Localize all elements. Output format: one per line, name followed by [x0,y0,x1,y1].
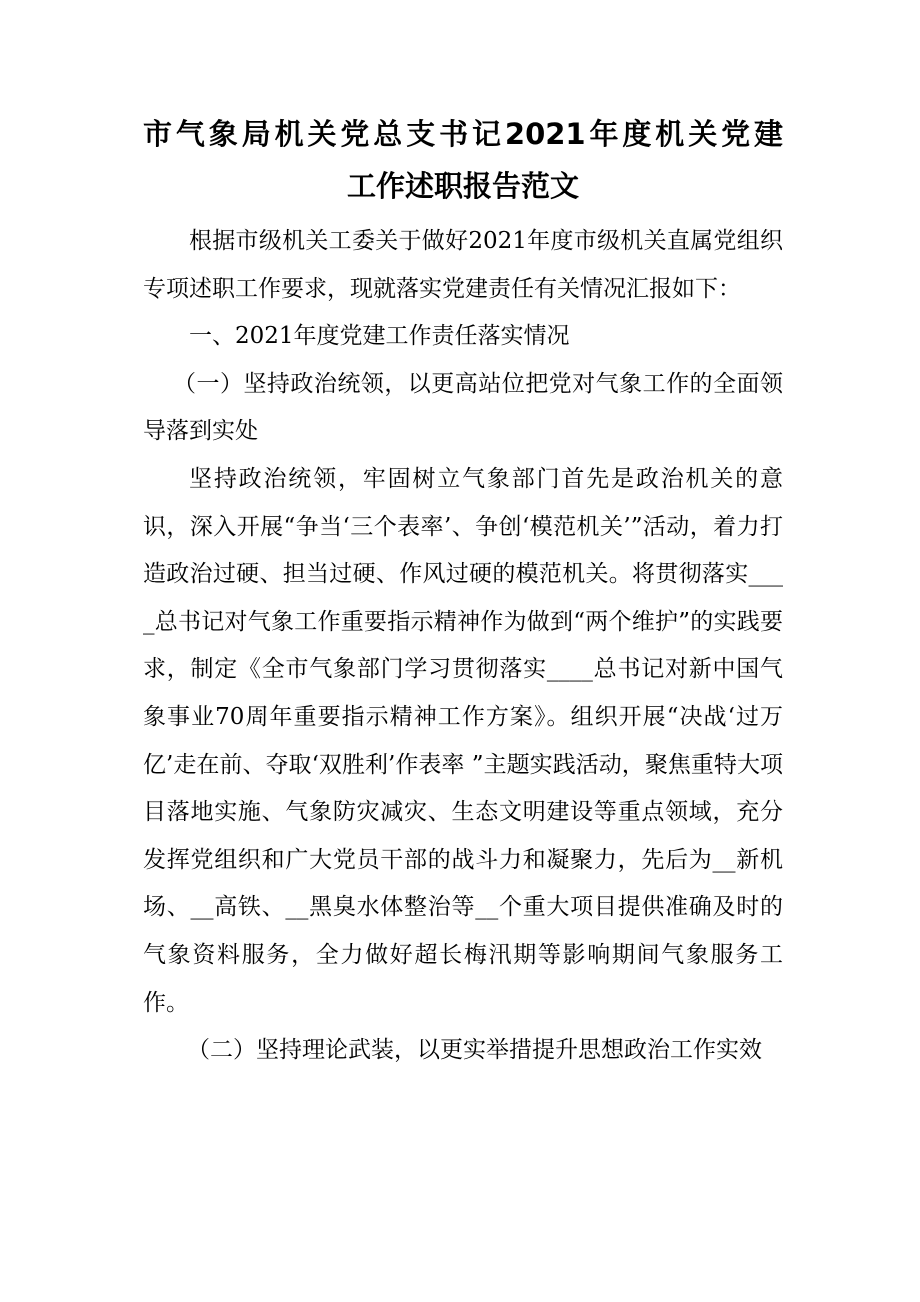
subsection-heading-1: （一）坚持政治统领，以更高站位把党对气象工作的全面领导落到实处 [143,370,783,445]
section-heading-1: 一、2021年度党建工作责任落实情况 [189,323,570,350]
intro-paragraph: 根据市级机关工委关于做好2021年度市级机关直属党组织专项述职工作要求，现就落实党建责任有关情况汇报如下： [143,228,783,302]
title-line-1: 市气象局机关党总支书记2021年度机关党建 [143,117,783,151]
subsection-heading-2: （二）坚持理论武装，以更实举措提升思想政治工作实效 [187,1037,762,1064]
document-page [143,108,783,1075]
title-line-2: 工作述职报告范文 [346,169,579,203]
body-paragraph-1: 坚持政治统领，牢固树立气象部门首先是政治机关的意识，深入开展“争当‘三个表率’、争创‘模范机关’”活动，着力打造政治过硬、担当过硬、作风过硬的模范机关。将贯彻落实____总书记对气象工作重要指示精神作为做到“两个维护”的实践要求，制定《全市气象部门学习贯彻落实____总书记对新中国气象事业70周年重要指示精神工作方案》。组织开展“决战‘过万亿’走在前、夺取‘双胜利’作表率 ”主题实践活动，聚焦重特大项目落地实施、气象防灾减灾、生态文明建设等重点领域，充分发挥党组织和广大党员干部的战斗力和凝聚力，先后为__新机场、__高铁、__黑臭水体整治等__个重大项目提供准确及时的气象资料服务，全力做好超长梅汛期等影响期间气象服务工作。 [143,465,783,1016]
document-title [143,108,783,212]
